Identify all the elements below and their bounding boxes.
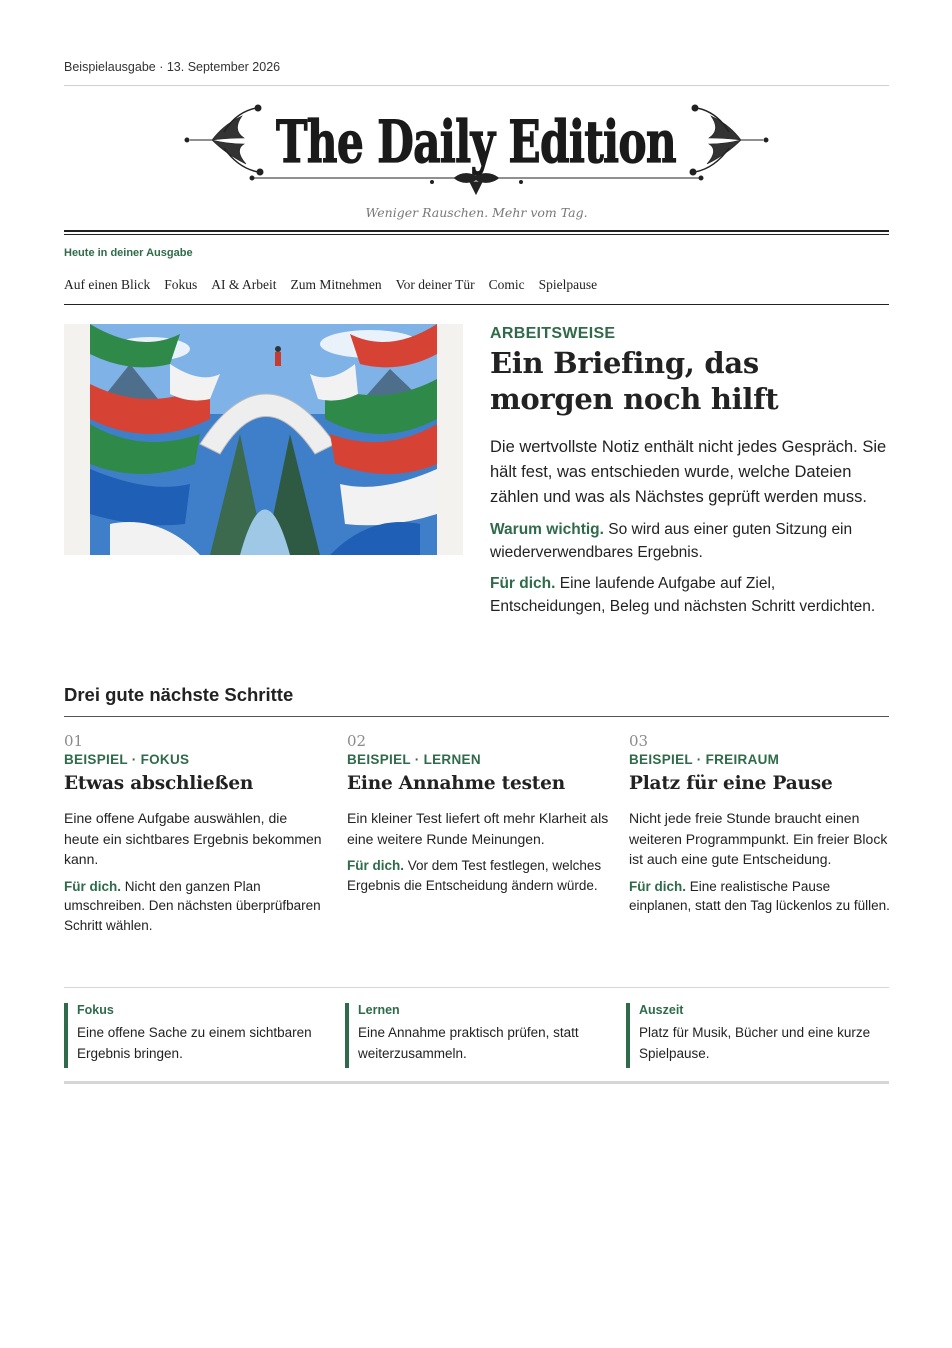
summary-bottom-rule — [64, 1081, 889, 1084]
step-card — [64, 732, 326, 935]
for-you-text: Eine laufende Aufgabe auf Ziel, Entscheidungen, Beleg und nächsten Schritt verdichten. — [490, 575, 876, 615]
hero-illustration — [64, 324, 463, 555]
summary-box-title: Lernen — [358, 1003, 400, 1017]
nav-item-vor-deiner-tuer[interactable]: Vor deiner Tür — [395, 277, 475, 292]
section-nav — [64, 277, 597, 293]
summary-box-text: Eine offene Sache zu einem sichtbaren Ergebnis bringen. — [77, 1025, 312, 1061]
masthead-logo — [184, 94, 769, 200]
why-text: So wird aus einer guten Sitzung ein wiederverwendbares Ergebnis. — [490, 521, 853, 561]
step-body: Eine offene Aufgabe auswählen, die heute ein sichtbares Ergebnis bekommen kann. — [64, 810, 322, 867]
step-title[interactable]: Eine Annahme testen — [347, 773, 565, 794]
masthead-title: The Daily Edition — [276, 108, 676, 176]
summary-box-text: Platz für Musik, Bücher und eine kurze Spielpause. — [639, 1025, 871, 1061]
nav-item-auf-einen-blick[interactable]: Auf einen Blick — [64, 277, 151, 292]
step-number: 02 — [347, 732, 367, 750]
summary-box — [626, 1003, 889, 1068]
for-you — [490, 572, 890, 618]
step-tag: BEISPIEL · FOKUS — [64, 752, 190, 767]
why-label: Warum wichtig. — [490, 521, 604, 538]
step-for-you — [629, 877, 891, 916]
article-lead: Die wertvollste Notiz enthält nicht jedes Gespräch. Sie hält fest, was entschieden wurde, welche Dateien zählen und was als Nächstes geprüft werden muss. — [490, 438, 887, 506]
nav-item-ai-arbeit[interactable]: AI & Arbeit — [211, 277, 277, 292]
step-for-you — [347, 856, 609, 895]
lead-article — [490, 325, 890, 618]
summary-box-text: Eine Annahme praktisch prüfen, statt weiterzusammeln. — [358, 1025, 579, 1061]
step-for-you — [64, 877, 326, 936]
step-card — [347, 732, 609, 895]
nav-rule — [64, 304, 889, 305]
summary-box — [345, 1003, 608, 1068]
step-for-you-text: Eine realistische Pause einplanen, statt den Tag lückenlos zu füllen. — [629, 878, 890, 913]
in-issue-label: Heute in deiner Ausgabe — [64, 247, 193, 259]
summary-rule — [64, 987, 889, 988]
nav-item-fokus[interactable]: Fokus — [164, 277, 198, 292]
step-tag: BEISPIEL · LERNEN — [347, 752, 481, 767]
why-matters — [490, 518, 890, 564]
step-tag: BEISPIEL · FREIRAUM — [629, 752, 780, 767]
step-for-you-label: Für dich. — [629, 878, 686, 894]
step-title[interactable]: Platz für eine Pause — [629, 773, 833, 794]
summary-box-title: Fokus — [77, 1003, 114, 1017]
tagline: Weniger Rauschen. Mehr vom Tag. — [365, 205, 588, 220]
top-rule — [64, 85, 889, 86]
nav-item-zum-mitnehmen[interactable]: Zum Mitnehmen — [290, 277, 382, 292]
section-title: Drei gute nächste Schritte — [64, 684, 294, 705]
step-number: 01 — [64, 732, 84, 750]
step-for-you-label: Für dich. — [64, 878, 121, 894]
nav-item-spielpause[interactable]: Spielpause — [538, 277, 598, 292]
step-for-you-text: Nicht den ganzen Plan umschreiben. Den nächsten überprüfbaren Schritt wählen. — [64, 878, 321, 933]
for-you-label: Für dich. — [490, 575, 556, 592]
step-for-you-label: Für dich. — [347, 858, 404, 873]
step-number: 03 — [629, 732, 649, 750]
summary-box — [64, 1003, 327, 1068]
article-kicker: ARBEITSWEISE — [490, 325, 616, 342]
summary-box-title: Auszeit — [639, 1003, 684, 1017]
step-body: Nicht jede freie Stunde braucht einen weiteren Programmpunkt. Ein freier Block ist auch eine gute Entscheidung. — [629, 810, 888, 867]
section-rule — [64, 716, 889, 717]
step-for-you-text: Vor dem Test festlegen, welches Ergebnis die Entscheidung ändern würde. — [347, 858, 602, 893]
step-card — [629, 732, 891, 916]
step-title[interactable]: Etwas abschließen — [64, 773, 254, 794]
nav-item-comic[interactable]: Comic — [488, 277, 525, 292]
masthead-rule — [64, 230, 889, 232]
step-body: Ein kleiner Test liefert oft mehr Klarheit als eine weitere Runde Meinungen. — [347, 810, 609, 847]
article-headline[interactable]: Ein Briefing, das morgen noch hilft — [490, 346, 779, 416]
dateline: Beispielausgabe · 13. September 2026 — [64, 60, 281, 74]
masthead-rule-thin — [64, 234, 889, 235]
